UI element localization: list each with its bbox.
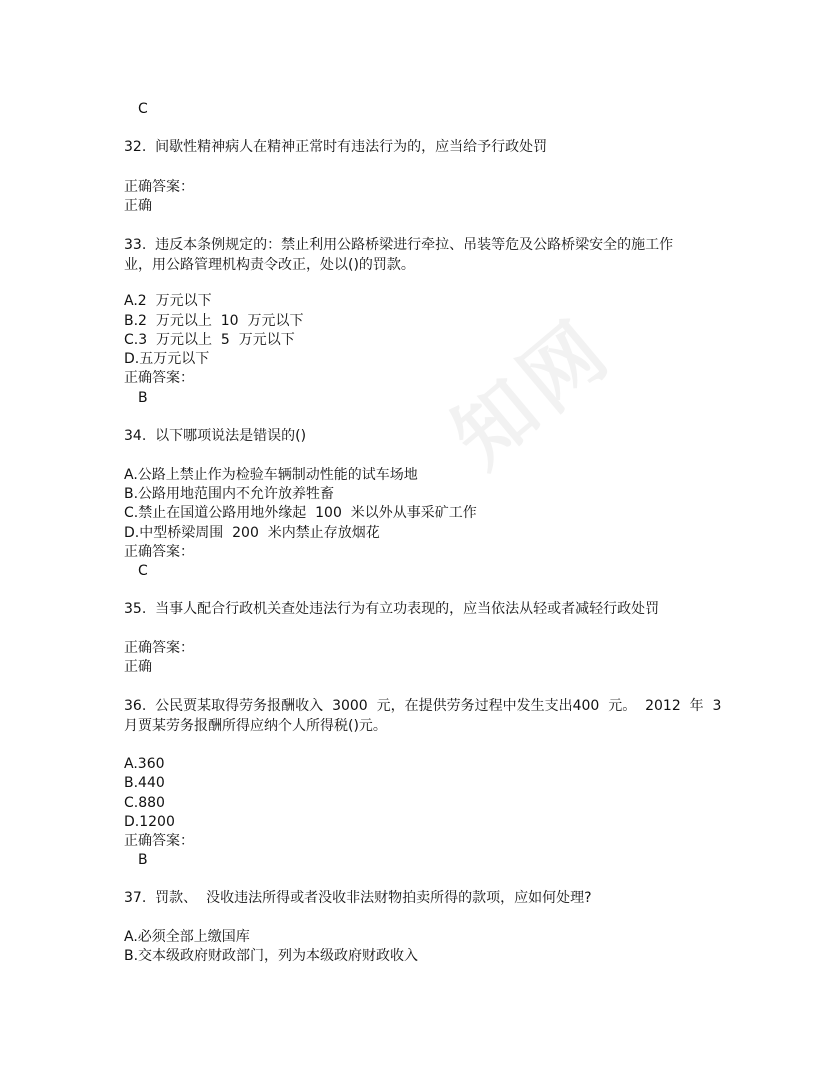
q33-answer: B [138,390,148,406]
q32-question: 32. 间歇性精神病人在精神正常时有违法行为的，应当给予行政处罚 [124,139,548,155]
q33-option-b: B.2 万元以上 10 万元以下 [124,313,304,329]
q34-answer: C [138,563,148,579]
q34-option-c: C.禁止在国道公路用地外缘起 100 米以外从事采矿工作 [124,505,477,521]
watermark: 知网 [435,300,630,486]
q34-answer-label: 正确答案： [124,544,194,560]
q36-option-c: C.880 [124,795,165,811]
q36-option-b: B.440 [124,775,165,791]
q36-question-line1: 36. 公民贾某取得劳务报酬收入 3000 元，在提供劳务过程中发生支出400 元。 2012 年 3 [124,698,722,714]
q31-answer: C [138,101,148,117]
q32-answer-label: 正确答案： [124,179,194,195]
q33-question-line1: 33. 违反本条例规定的：禁止利用公路桥梁进行牵拉、吊装等危及公路桥梁安全的施工作 [124,237,674,253]
q34-option-d: D.中型桥梁周围 200 米内禁止存放烟花 [124,525,380,541]
q36-option-a: A.360 [124,756,165,772]
q36-option-d: D.1200 [124,814,175,830]
q33-question-line2: 业，用公路管理机构责令改正，处以()的罚款。 [124,257,415,273]
q35-question: 35. 当事人配合行政机关查处违法行为有立功表现的，应当依法从轻或者减轻行政处罚 [124,601,660,617]
q35-answer-label: 正确答案： [124,640,194,656]
q36-question-line2: 月贾某劳务报酬所得应纳个人所得税()元。 [124,718,387,734]
q35-answer: 正确 [124,659,152,675]
q37-option-a: A.必须全部上缴国库 [124,929,250,945]
q32-answer: 正确 [124,198,152,214]
q37-question: 37. 罚款、 没收违法所得或者没收非法财物拍卖所得的款项，应如何处理? [124,890,592,906]
q34-question: 34. 以下哪项说法是错误的() [124,428,307,444]
q37-option-b: B.交本级政府财政部门，列为本级政府财政收入 [124,948,419,964]
q36-answer-label: 正确答案： [124,833,194,849]
q36-answer: B [138,852,148,868]
q33-option-a: A.2 万元以下 [124,293,212,309]
q34-option-b: B.公路用地范围内不允许放养牲畜 [124,486,335,502]
q33-answer-label: 正确答案： [124,370,194,386]
q33-option-c: C.3 万元以上 5 万元以下 [124,332,295,348]
q33-option-d: D.五万元以下 [124,351,210,367]
q34-option-a: A.公路上禁止作为检验车辆制动性能的试车场地 [124,467,418,483]
